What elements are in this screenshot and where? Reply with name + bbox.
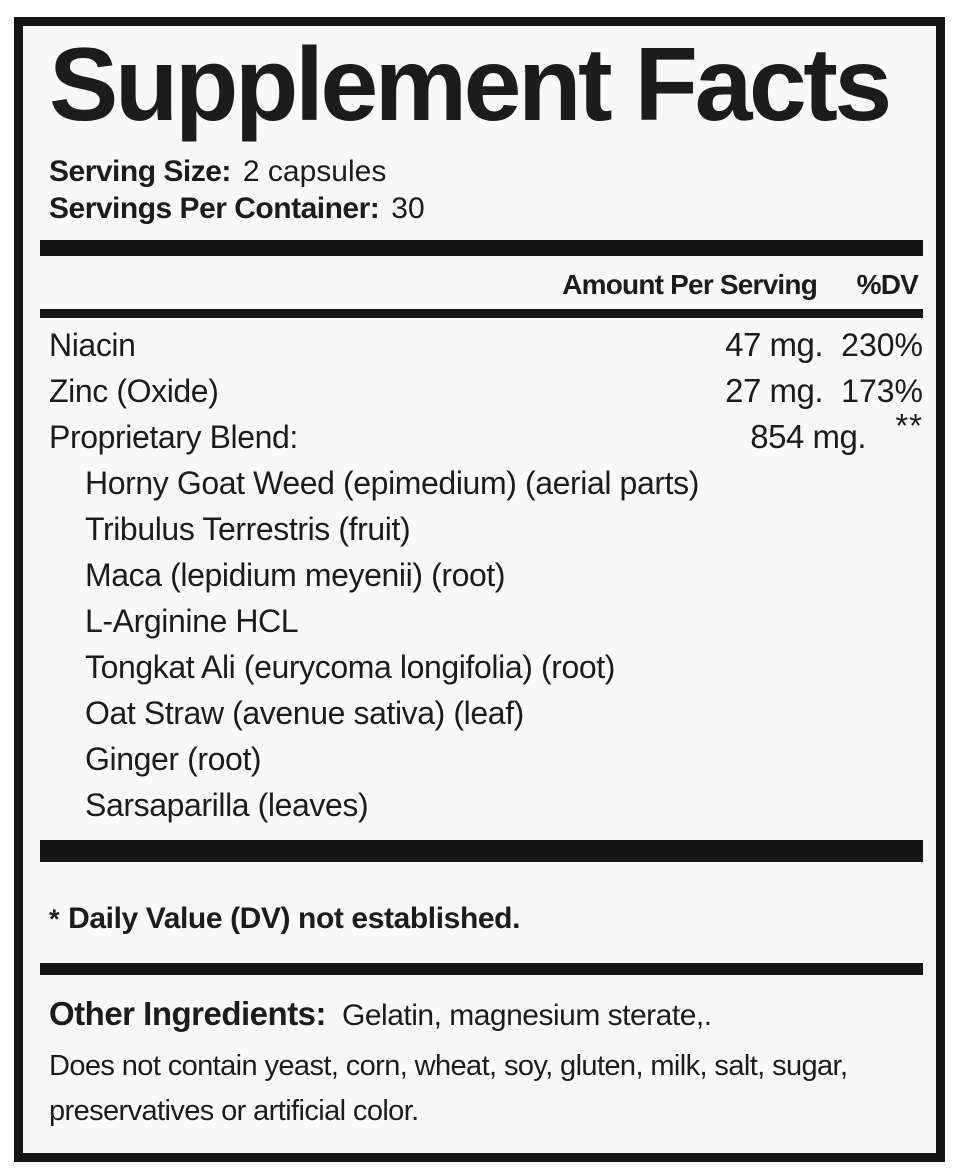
ingredient-name: L-Arginine HCL	[85, 602, 299, 639]
table-row	[40, 552, 923, 598]
table-row	[40, 598, 923, 644]
dv-value: 173%	[841, 372, 923, 409]
table-row	[40, 368, 923, 414]
table-row	[40, 644, 923, 690]
table-row	[40, 690, 923, 736]
servings-per-container-value: 30	[391, 192, 425, 225]
ingredient-name: Tribulus Terrestris (fruit)	[85, 510, 411, 547]
allergen-disclaimer	[40, 1044, 923, 1134]
servings-per-container-line	[40, 190, 923, 227]
other-ingredients-label: Other Ingredients:	[49, 995, 327, 1032]
panel-content	[40, 27, 923, 1134]
divider-thick-top	[40, 240, 923, 256]
table-header	[40, 268, 923, 302]
disclaimer-line-2: preservatives or artificial color.	[49, 1095, 419, 1127]
servings-per-container-label: Servings Per Container:	[49, 192, 380, 225]
ingredient-name: Ginger (root)	[85, 740, 262, 777]
amount-value: 27 mg.	[725, 372, 823, 409]
daily-value-footnote	[40, 901, 923, 937]
ingredient-name: Oat Straw (avenue sativa) (leaf)	[85, 694, 524, 731]
serving-size-label: Serving Size:	[49, 155, 231, 188]
table-row	[40, 322, 923, 368]
other-ingredients-line	[40, 994, 923, 1036]
ingredient-name: Sarsaparilla (leaves)	[85, 786, 369, 823]
ingredient-name: Niacin	[49, 326, 136, 363]
ingredient-name: Tongkat Ali (eurycoma longifolia) (root)	[85, 648, 616, 685]
dv-header: %DV	[856, 269, 918, 300]
disclaimer-line-1: Does not contain yeast, corn, wheat, soy, gluten, milk, salt, sugar,	[49, 1050, 848, 1082]
dv-value: **	[895, 407, 923, 444]
facts-rows	[40, 322, 923, 828]
asterisk-marker: *	[49, 904, 60, 934]
serving-size-line	[40, 153, 923, 190]
divider-medium	[40, 963, 923, 975]
amount-value: 854 mg.	[750, 418, 866, 455]
table-row	[40, 782, 923, 828]
panel-title: Supplement Facts	[49, 27, 889, 143]
ingredient-name: Horny Goat Weed (epimedium) (aerial parts)	[85, 464, 699, 501]
divider-thick-bottom	[40, 840, 923, 862]
table-row	[40, 736, 923, 782]
ingredient-name: Proprietary Blend:	[49, 418, 298, 455]
table-row	[40, 407, 923, 460]
table-row	[40, 460, 923, 506]
supplement-facts-panel	[14, 17, 945, 1162]
dv-value: 230%	[841, 326, 923, 363]
amount-value: 47 mg.	[725, 326, 823, 363]
footnote-text: Daily Value (DV) not established.	[68, 902, 521, 935]
ingredient-name: Maca (lepidium meyenii) (root)	[85, 556, 506, 593]
divider-thin-header	[40, 309, 923, 318]
table-row	[40, 506, 923, 552]
other-ingredients-value: Gelatin, magnesium sterate,.	[342, 999, 712, 1032]
serving-size-value: 2 capsules	[242, 155, 387, 188]
ingredient-name: Zinc (Oxide)	[49, 372, 219, 409]
amount-per-serving-header: Amount Per Serving	[562, 269, 817, 300]
